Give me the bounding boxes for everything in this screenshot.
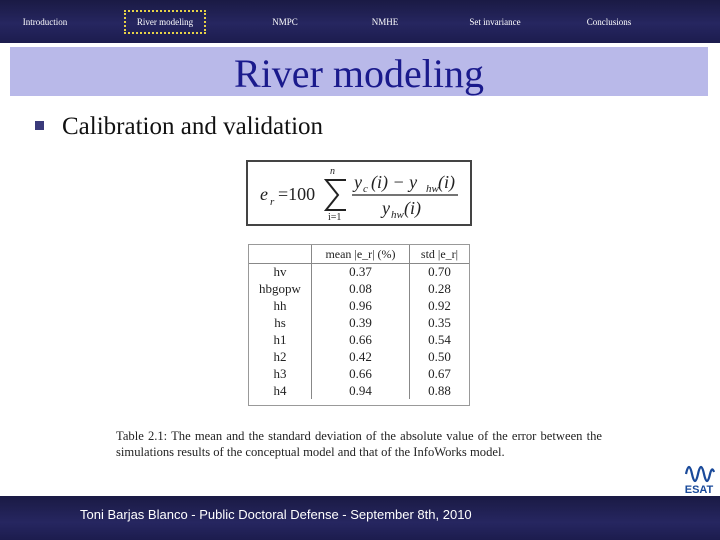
table-cell: h1 <box>249 332 312 349</box>
table-header-cell: std |e_r| <box>410 245 470 264</box>
table-cell: hs <box>249 315 312 332</box>
table-cell: 0.67 <box>428 365 451 381</box>
logo-text: ESAT <box>684 484 714 496</box>
table-cell: 0.50 <box>428 348 451 364</box>
denominator-sub: hw <box>391 209 404 221</box>
table-cell: hv <box>249 264 312 281</box>
table-cell: h4 <box>249 382 312 399</box>
formula-lhs-sub: r <box>270 196 275 208</box>
denominator-y: y <box>382 198 390 218</box>
table-row <box>249 315 469 332</box>
bullet-marker-icon <box>35 121 44 130</box>
nav-item-river-modeling[interactable]: River modeling <box>124 10 206 34</box>
numerator-y: y <box>354 172 362 192</box>
table-cell: 0.39 <box>312 315 410 332</box>
table-cell: h3 <box>249 365 312 382</box>
table-cell: 0.35 <box>428 315 451 331</box>
table-cell: 0.28 <box>428 281 451 297</box>
table-cell: hh <box>249 298 312 315</box>
nav-item-nmhe[interactable]: NMHE <box>371 16 399 27</box>
sum-lower: i=1 <box>328 212 342 223</box>
table-row <box>249 365 469 382</box>
nav-item-set-invariance[interactable]: Set invariance <box>469 16 521 27</box>
nav-item-introduction[interactable]: Introduction <box>22 16 68 27</box>
table-cell: 0.08 <box>312 281 410 298</box>
error-table <box>248 244 470 406</box>
bullet-text: Calibration and validation <box>62 113 324 140</box>
nav-item-conclusions[interactable]: Conclusions <box>586 16 632 27</box>
table-row <box>249 348 469 365</box>
denominator-end: (i) <box>404 198 421 218</box>
table-row <box>249 264 469 281</box>
table-cell: 0.42 <box>312 348 410 365</box>
table-caption: Table 2.1: The mean and the standard deviation of the absolute value of the error between the simulations results of the conceptual model and that of the InfoWorks model. <box>116 429 602 459</box>
table-cell: 0.54 <box>428 332 451 347</box>
table-header-cell <box>249 245 312 264</box>
numerator-mid: (i) − y <box>371 172 418 192</box>
esat-logo <box>682 458 716 496</box>
formula-equals: =100 <box>278 184 316 204</box>
numerator-end: (i) <box>438 172 455 192</box>
table-header-cell: mean |e_r| (%) <box>312 245 410 264</box>
error-formula <box>246 160 472 226</box>
wave-icon <box>686 467 714 481</box>
table-cell: 0.70 <box>428 264 451 280</box>
table-cell: 0.94 <box>312 382 410 399</box>
numerator-sub-hw: hw <box>426 183 439 195</box>
table-row <box>249 382 469 399</box>
table-row <box>249 298 469 315</box>
table-cell: 0.96 <box>312 298 410 315</box>
table-cell: 0.66 <box>312 365 410 382</box>
table-cell: 0.66 <box>312 332 410 349</box>
nav-item-nmpc[interactable]: NMPC <box>272 16 298 27</box>
table-header-row <box>249 245 469 264</box>
sigma-icon <box>326 180 346 210</box>
formula-lhs: e <box>260 184 268 204</box>
sum-upper: n <box>330 166 335 177</box>
top-navigation-bar <box>0 0 720 43</box>
slide-title: River modeling <box>234 51 484 96</box>
table-cell: hbgopw <box>249 281 312 298</box>
table-cell: 0.88 <box>428 382 451 398</box>
table-cell: h2 <box>249 348 312 365</box>
footer-text: Toni Barjas Blanco - Public Doctoral Defense - September 8th, 2010 <box>80 507 472 522</box>
numerator-sub-c: c <box>363 183 368 195</box>
table-row <box>249 332 469 349</box>
table-cell: 0.92 <box>428 298 451 314</box>
table-cell: 0.37 <box>312 264 410 281</box>
table-row <box>249 281 469 298</box>
